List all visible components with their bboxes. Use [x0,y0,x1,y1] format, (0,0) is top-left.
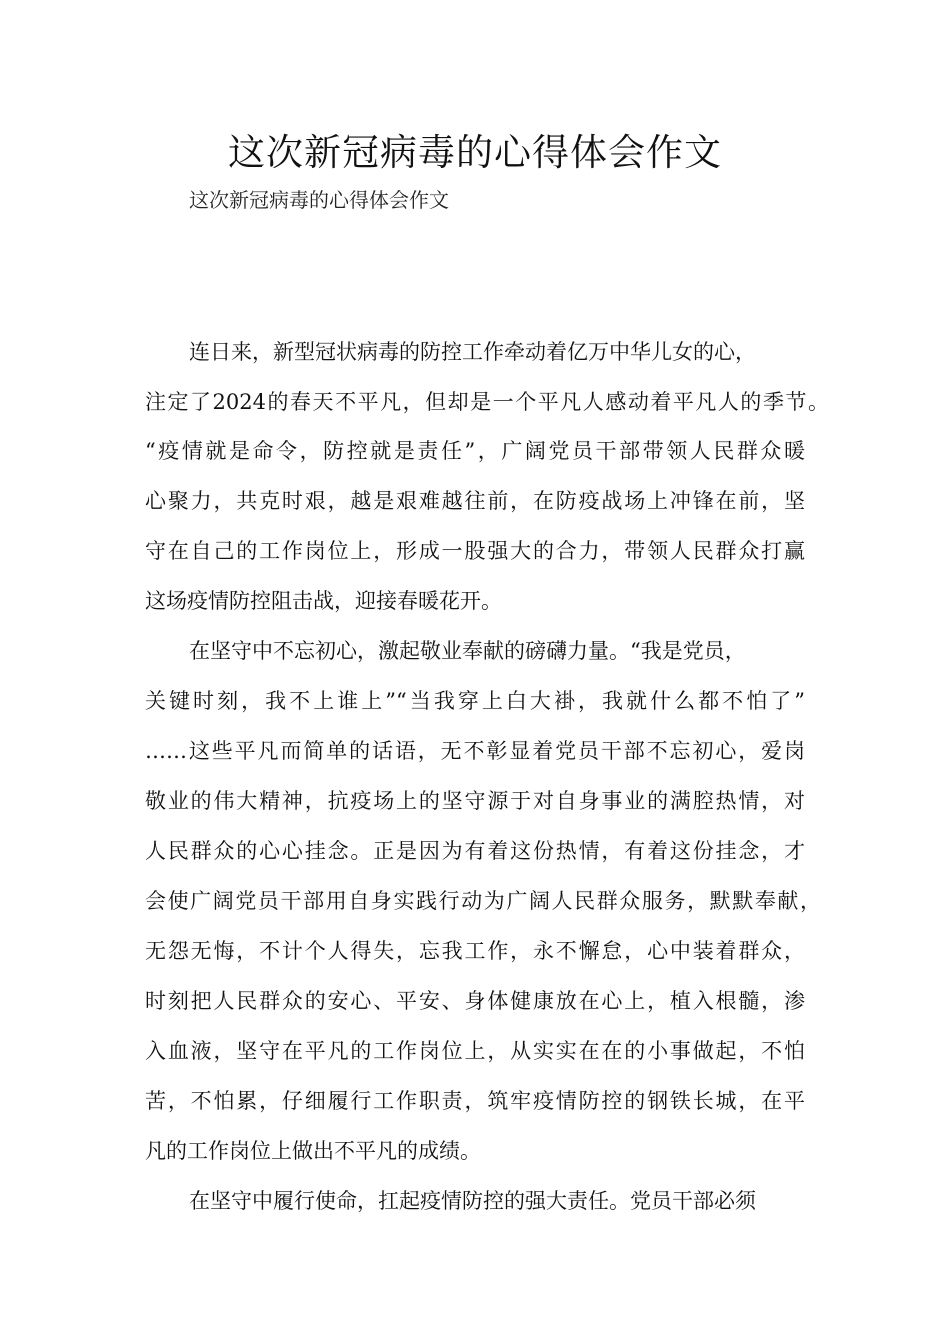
paragraph-line: 心聚力，共克时艰，越是艰难越往前，在防疫战场上冲锋在前，坚 [145,489,805,513]
paragraph-line: 注定了2024的春天不平凡，但却是一个平凡人感动着平凡人的季节。 [145,390,829,414]
paragraph-line: 苦，不怕累，仔细履行工作职责，筑牢疫情防控的钢铁长城，在平 [145,1089,805,1113]
paragraph-line: 敬业的伟大精神，抗疫场上的坚守源于对自身事业的满腔热情，对 [145,789,805,813]
paragraph-line: 守在自己的工作岗位上，形成一股强大的合力，带领人民群众打赢 [145,539,805,563]
paragraph-line: 时刻把人民群众的安心、平安、身体健康放在心上，植入根髓，渗 [145,989,805,1013]
paragraph-line: 在坚守中履行使命，扛起疫情防控的强大责任。党员干部必须 [189,1189,756,1213]
paragraph-line: ……这些平凡而简单的话语，无不彰显着党员干部不忘初心，爱岗 [145,739,805,763]
paragraph-line: 会使广阔党员干部用自身实践行动为广阔人民群众服务，默默奉献， [145,889,821,913]
paragraph-line: 入血液，坚守在平凡的工作岗位上，从实实在在的小事做起，不怕 [145,1039,805,1063]
paragraph-line: 连日来，新型冠状病毒的防控工作牵动着亿万中华儿女的心， [189,340,756,364]
paragraph-line: 人民群众的心心挂念。正是因为有着这份热情，有着这份挂念，才 [145,839,805,863]
paragraph-line: 关键时刻，我不上谁上”“当我穿上白大褂，我就什么都不怕了” [145,689,805,713]
paragraph-line: 这场疫情防控阻击战，迎接春暖花开。 [145,589,502,613]
paragraph-line: 在坚守中不忘初心，激起敬业奉献的磅礴力量。“我是党员， [189,639,746,663]
document-title: 这次新冠病毒的心得体会作文 [228,131,722,174]
paragraph-line: “疫情就是命令，防控就是责任”，广阔党员干部带领人民群众暖 [145,439,805,463]
paragraph-line: 凡的工作岗位上做出不平凡的成绩。 [145,1139,481,1163]
document-subtitle: 这次新冠病毒的心得体会作文 [189,188,449,212]
paragraph-line: 无怨无悔，不计个人得失，忘我工作，永不懈怠，心中装着群众， [145,939,805,963]
